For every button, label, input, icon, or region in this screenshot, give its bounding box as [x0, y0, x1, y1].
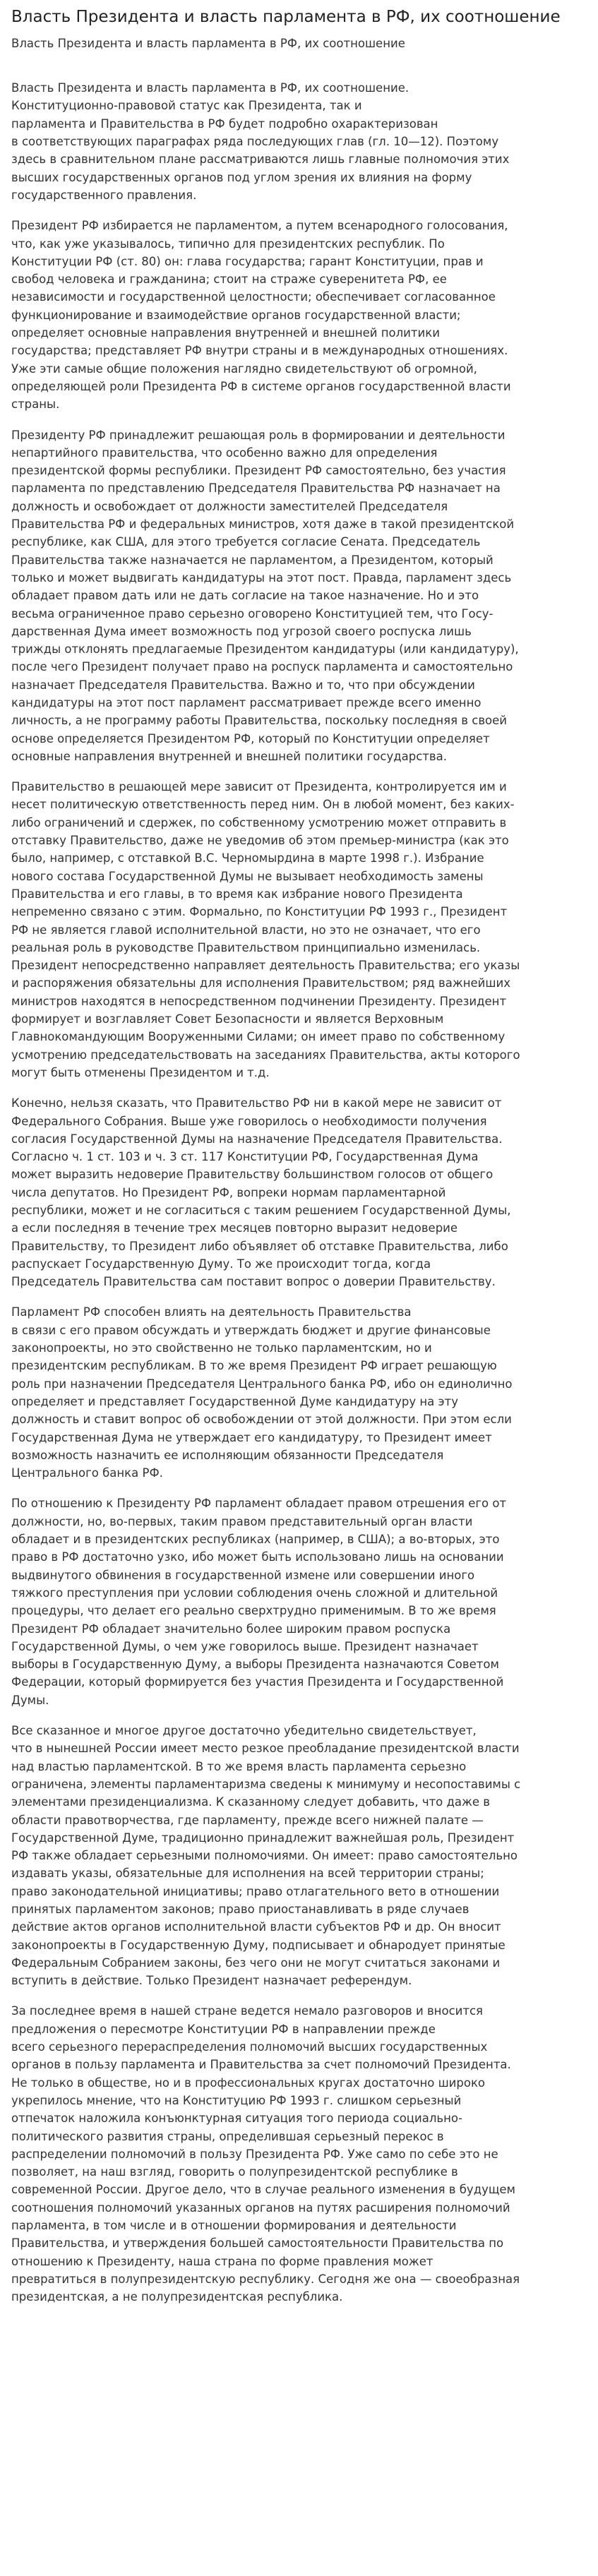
- article-page: [0, 7, 598, 2306]
- paragraph: Парламент РФ способен влиять на деятельность Правительства в связи с его правом обсуждать и утверждать бюджет и другие финансовые законопроекты, но это свойственно не только парламентским, но и президентским республикам. В то же время Президент РФ играет решающую роль при назначении Председателя Центрального банка РФ, ибо он единолично определяет и представляет Государственной Думе кандидатуру на эту должность и ставит вопрос об освобождении от этой должности. При этом если Государственная Дума не утверждает его кандидатуру, то Президент имеет возможность назначить ее исполняющим обязанности Председателя Центрального банка РФ.: [11, 1305, 513, 1480]
- paragraph: За последнее время в нашей стране ведется немало разговоров и вносится предложения о пересмотре Конституции РФ в направлении прежде всего серьезного перераспределения полномочий высших государственных органов в пользу парламента и Правительства за счет полномочий Президента. Не только в обществе, но и в профессиональных кругах достаточно широко укрепилось мнение, что на Конституцию РФ 1993 г. слишком серьезный отпечаток наложила конъюнктурная ситуация того периода социально- политического развития страны, определившая серьезный перекос в распределении полномочий в пользу Президента РФ. Уже само по себе это не позволяет, на наш взгляд, говорить о полупрезидентской республике в современной России. Другое дело, что в случае реального изменения в будущем соотношения полномочий указанных органов на путях расширения полномочий парламента, в том числе и в отношении формирования и деятельности Правительства, и утверждения большей самостоятельности Правительства по отношению к Президенту, наша страна по форме правления может превратиться в полупрезидентскую республику. Сегодня же она — своеобразная президентская, а не полупрезидентская республика.: [11, 2004, 520, 2304]
- paragraph: Президенту РФ принадлежит решающая роль в формировании и деятельности непартийного правительства, что особенно важно для определения президентской формы республики. Президент РФ самостоятельно, без участия парламента по представлению Председателя Правительства РФ назначает на должность и освобождает от должности заместителей Председателя Правительства РФ и федеральных министров, хотя даже в такой президентской республике, как США, для этого требуется согласие Сената. Председатель Правительства также назначается не парламентом, а Президентом, который только и может выдвигать кандидатуры на этот пост. Правда, парламент здесь обладает правом дать или не дать согласие на такое назначение. Но и это весьма ограниченное право серьезно оговорено Конституцией тем, что Госу- дарственная Дума имеет возможность под угрозой своего роспуска лишь трижды отклонять предлагаемые Президентом кандидатуры (или кандидатуру), после чего Президент получает право на роспуск парламента и самостоятельно назначает Председателя Правительства. Важно и то, что при обсуждении кандидатуры на этот пост парламент рассматривает прежде всего именно личность, а не программу работы Правительства, поскольку последняя в своей основе определяется Президентом РФ, который по Конституции определяет основные направления внутренней и внешней политики государства.: [11, 428, 519, 763]
- page-subtitle: Власть Президента и власть парламента в РФ, их соотношение: [11, 36, 405, 50]
- paragraph: Конечно, нельзя сказать, что Правительство РФ ни в какой мере не зависит от Федерального Собрания. Выше уже говорилось о необходимости получения согласия Государственной Думы на назначение Председателя Правительства. Согласно ч. 1 ст. 103 и ч. 3 ст. 117 Конституции РФ, Государственная Дума может выразить недоверие Правительству большинством голосов от общего числа депутатов. Но Президент РФ, вопреки нормам парламентарной республики, может и не согласиться с таким решением Государственной Думы, а если последняя в течение трех месяцев повторно выразит недоверие Правительству, то Президент либо объявляет об отставке Правительства, либо распускает Государственную Думу. То же происходит тогда, когда Председатель Правительства сам поставит вопрос о доверии Правительству.: [11, 1096, 511, 1289]
- article-body: [11, 79, 585, 2306]
- paragraph: Правительство в решающей мере зависит от Президента, контролируется им и несет политическую ответственность перед ним. Он в любой момент, без каких- либо ограничений и сдержек, по собственному усмотрению может отправить в отставку Правительство, даже не уведомив об этом премьер-министра (как это было, например, с отставкой В.С. Черномырдина в марте 1998 г.). Избрание нового состава Государственной Думы не вызывает необходимость замены Правительства и его главы, в то время как избрание нового Президента непременно связано с этим. Формально, по Конституции РФ 1993 г., Президент РФ не является главой исполнительной власти, но это не означает, что его реальная роль в руководстве Правительством принципиально изменилась. Президент непосредственно направляет деятельность Правительства; его указы и распоряжения обязательны для исполнения Правительством; ряд важнейших министров находятся в непосредственном подчинении Президенту. Президент формирует и возглавляет Совет Безопасности и является Верховным Главнокомандующим Вооруженными Силами; он имеет право по собственному усмотрению председательствовать на заседаниях Правительства, акты которого могут быть отменены Президентом и т.д.: [11, 780, 520, 1079]
- paragraph: Президент РФ избирается не парламентом, а путем всенародного голосования, что, как уже указывалось, типично для президентских республик. По Конституции РФ (ст. 80) он: глава государства; гарант Конституции, прав и свобод человека и гражданина; стоит на страже суверенитета РФ, ее независимости и государственной целостности; обеспечивает согласованное функционирование и взаимодействие органов государственной власти; определяет основные направления внутренней и внешней политики государства; представляет РФ внутри страны и в международных отношениях. Уже эти самые общие положения наглядно свидетельствуют об огромной, определяющей роли Президента РФ в системе органов государственной власти страны.: [11, 219, 511, 412]
- page-title: Власть Президента и власть парламента в РФ, их соотношение: [11, 8, 561, 26]
- paragraph: Власть Президента и власть парламента в РФ, их соотношение. Конституционно-правовой статус как Президента, так и парламента и Правительства в РФ будет подробно охарактеризован в соответствующих параграфах ряда последующих глав (гл. 10—12). Поэтому здесь в сравнительном плане рассматриваются лишь главные полномочия этих высших государственных органов под углом зрения их влияния на форму государственного правления.: [11, 81, 510, 202]
- paragraph: Все сказанное и многое другое достаточно убедительно свидетельствует, что в нынешней России имеет место резкое преобладание президентской власти над властью парламентской. В то же время власть парламента серьезно ограничена, элементы парламентаризма сведены к минимуму и несопоставимы с элементами президенциализма. К сказанному следует добавить, что даже в области правотворчества, где парламенту, прежде всего нижней палате — Государственной Думе, традиционно принадлежит важнейшая роль, Президент РФ также обладает серьезными полномочиями. Он имеет: право самостоятельно издавать указы, обязательные для исполнения на всей территории страны; право законодательной инициативы; право отлагательного вето в отношении принятых парламентом законов; право приостанавливать в ряде случаев действие актов органов исполнительной власти субъектов РФ и др. Он вносит законопроекты в Государственную Думу, подписывает и обнародует принятые Федеральным Собранием законы, без чего они не могут считаться законами и вступить в действие. Только Президент назначает референдум.: [11, 1724, 521, 1988]
- paragraph: По отношению к Президенту РФ парламент обладает правом отрешения его от должности, но, во-первых, таким правом представительный орган власти обладает и в президентских республиках (например, в США); а во-вторых, это право в РФ достаточно узко, ибо может быть использовано лишь на основании выдвинутого обвинения в государственной измене или совершении иного тяжкого преступления при условии соблюдения очень сложной и длительной процедуры, что делает его реально сверхтрудно применимым. В то же время Президент РФ обладает значительно более широким правом роспуска Государственной Думы, о чем уже говорилось выше. Президент назначает выборы в Государственную Думу, а выборы Президента назначаются Советом Федерации, который формируется без участия Президента и Государственной Думы.: [11, 1497, 507, 1707]
